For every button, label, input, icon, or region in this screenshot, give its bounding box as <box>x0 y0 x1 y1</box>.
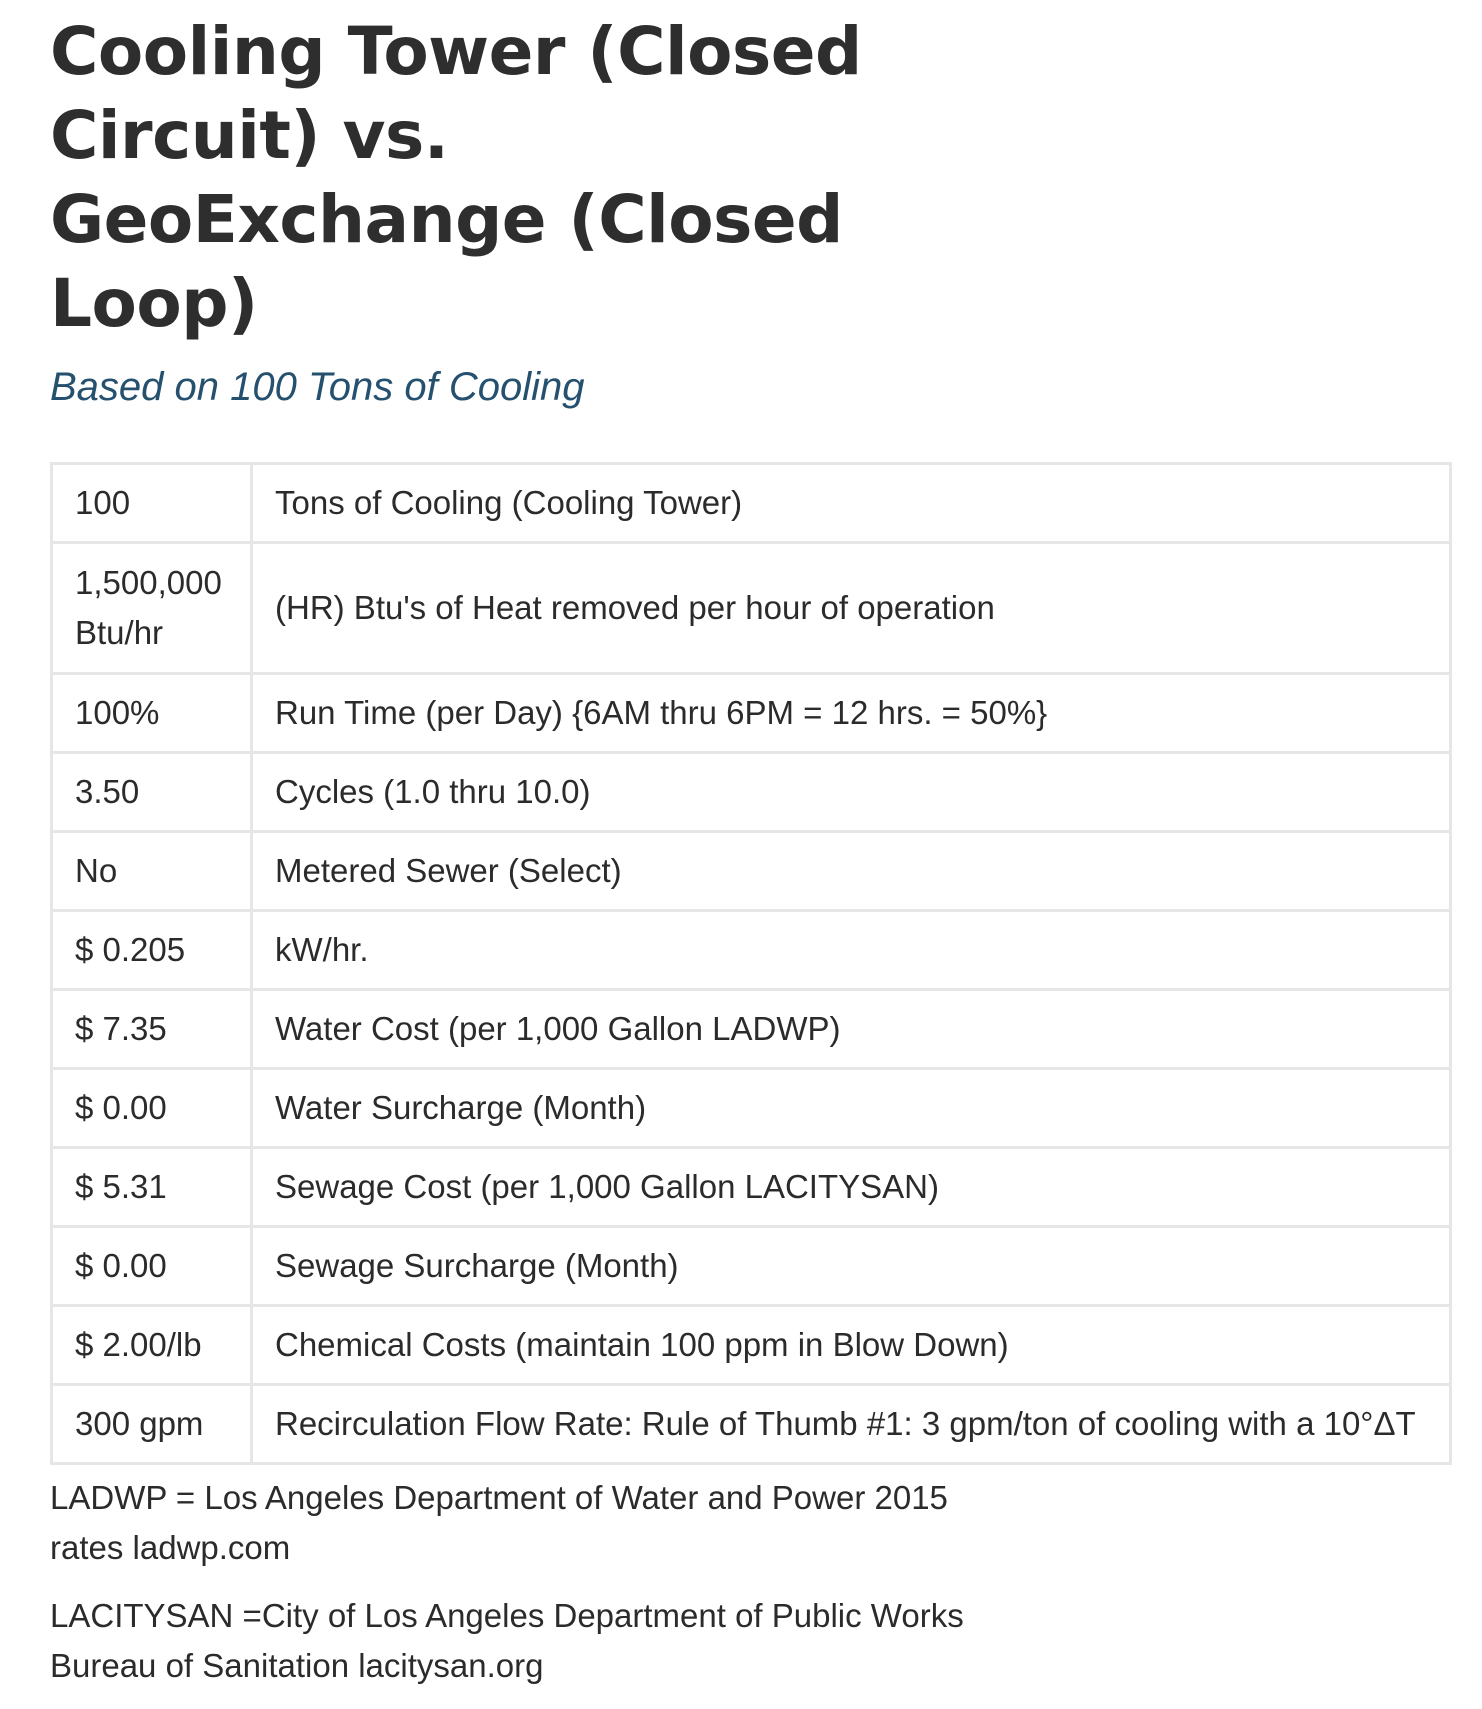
row-description: Chemical Costs (maintain 100 ppm in Blow Down) <box>252 1306 1451 1385</box>
row-value: 300 gpm <box>52 1385 252 1464</box>
table-row <box>52 1306 1451 1385</box>
row-description: Metered Sewer (Select) <box>252 832 1451 911</box>
table-row <box>52 1227 1451 1306</box>
table-row <box>52 464 1451 543</box>
footnote-lacitysan: LACITYSAN =City of Los Angeles Department of Public Works Bureau of Sanitation lacitysan.org <box>50 1597 964 1684</box>
table-row <box>52 674 1451 753</box>
row-value: $ 7.35 <box>52 990 252 1069</box>
footnotes <box>50 1473 1450 1691</box>
table-row <box>52 990 1451 1069</box>
row-value: $ 0.00 <box>52 1227 252 1306</box>
row-value: No <box>52 832 252 911</box>
table-row <box>52 543 1451 674</box>
row-description: Cycles (1.0 thru 10.0) <box>252 753 1451 832</box>
table-row <box>52 832 1451 911</box>
row-value: 100% <box>52 674 252 753</box>
row-description: Water Surcharge (Month) <box>252 1069 1451 1148</box>
parameters-table <box>50 462 1452 1465</box>
page-subtitle: Based on 100 Tons of Cooling <box>50 365 585 409</box>
row-description: Recirculation Flow Rate: Rule of Thumb #1: 3 gpm/ton of cooling with a 10°ΔT <box>252 1385 1451 1464</box>
row-description: Run Time (per Day) {6AM thru 6PM = 12 hrs. = 50%} <box>252 674 1451 753</box>
row-description: Tons of Cooling (Cooling Tower) <box>252 464 1451 543</box>
footnote-ladwp: LADWP = Los Angeles Department of Water and Power 2015 rates ladwp.com <box>50 1479 948 1566</box>
row-description: Water Cost (per 1,000 Gallon LADWP) <box>252 990 1451 1069</box>
row-description: (HR) Btu's of Heat removed per hour of operation <box>252 543 1451 674</box>
row-value: $ 0.205 <box>52 911 252 990</box>
row-description: Sewage Surcharge (Month) <box>252 1227 1451 1306</box>
row-value: $ 0.00 <box>52 1069 252 1148</box>
table-row <box>52 1148 1451 1227</box>
page-title: Cooling Tower (Closed Circuit) vs. GeoExchange (Closed Loop) <box>50 13 862 342</box>
row-description: Sewage Cost (per 1,000 Gallon LACITYSAN) <box>252 1148 1451 1227</box>
table-row <box>52 911 1451 990</box>
row-value: $ 5.31 <box>52 1148 252 1227</box>
row-value: 1,500,000 Btu/hr <box>52 543 252 674</box>
row-description: kW/hr. <box>252 911 1451 990</box>
table-row <box>52 1069 1451 1148</box>
row-value: 3.50 <box>52 753 252 832</box>
article-content <box>50 10 1450 1709</box>
table-row <box>52 1385 1451 1464</box>
row-value: 100 <box>52 464 252 543</box>
row-value: $ 2.00/lb <box>52 1306 252 1385</box>
table-row <box>52 753 1451 832</box>
